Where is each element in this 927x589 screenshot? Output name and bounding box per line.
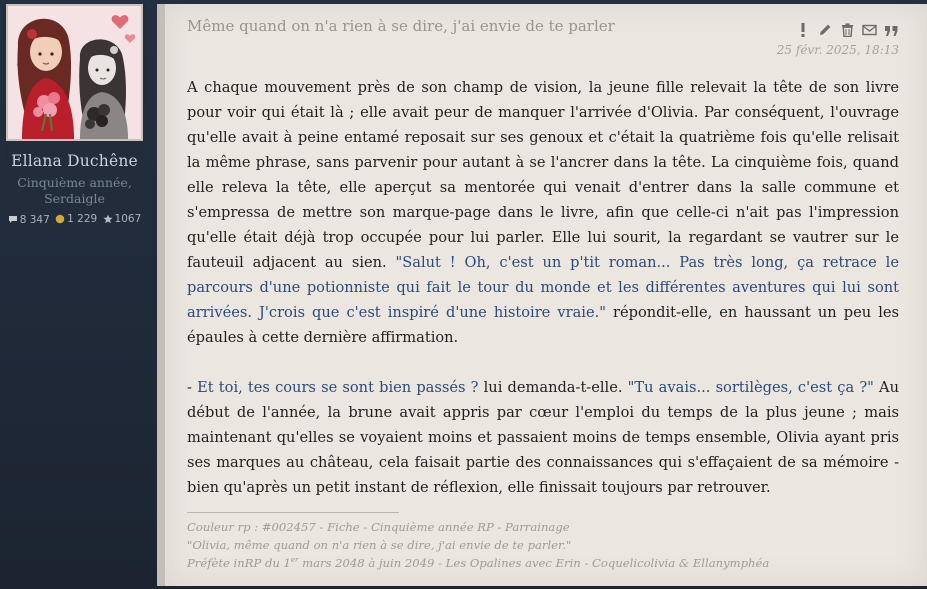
message-count (8, 214, 50, 226)
delete-icon[interactable] (839, 22, 855, 38)
coin-count-value: 1 229 (67, 213, 98, 225)
narration-text: répondit-elle, en haussant un peu les épaules à cette dernière affirmation. (187, 304, 899, 346)
message-count-value: 8 347 (19, 213, 50, 226)
post-actions (795, 22, 899, 38)
user-stats (3, 213, 146, 227)
signature-line-links[interactable]: Couleur rp : #002457 - Fiche - Cinquième année RP - Parrainage (187, 520, 570, 534)
post-paragraph (187, 375, 899, 500)
star-count-value: 1067 (114, 213, 142, 225)
coin-icon (55, 214, 65, 224)
dialogue-dash: - (187, 379, 198, 396)
post-title[interactable]: Même quand on n'a rien à se dire, j'ai envie de te parler (187, 17, 615, 35)
signature (187, 518, 907, 572)
avatar-illustration (8, 6, 141, 139)
message-icon (8, 215, 18, 224)
post-content (187, 75, 899, 500)
user-rank (3, 175, 146, 207)
edit-icon[interactable] (817, 22, 833, 38)
narration-text: A chaque mouvement près de son champ de vision, la jeune fille relevait la tête de son livre pour voir qui était là ; elle avait peur de manquer l'arrivée d'Olivia. Par conséquent, l'ouvrage qu'elle avait à peine entamé reposait sur ses genoux et c'était la quatrième fois qu'elle relisait la même phrase, sans parvenir pour autant à se l'ancrer dans la tête. La cinquième fois, quand elle releva la tête, elle aperçut sa mentorée qui venait d'entrer dans la salle commune et s'empressa de mettre son marque-page dans le livre, afin que celle-ci n'ait pas l'impression qu'elle était déjà trop occupée pour lui parler. Elle lui sourit, la regardant se vautrer sur le fauteuil adjacent au sien. (187, 79, 899, 271)
signature-line-roles (187, 554, 907, 572)
report-icon[interactable] (795, 22, 811, 38)
star-count (103, 213, 142, 225)
avatar[interactable] (6, 4, 143, 141)
post-date: 25 févr. 2025, 18:13 (776, 43, 899, 57)
post-paragraph (187, 75, 899, 350)
quote-icon[interactable] (883, 22, 899, 38)
signature-role-text-end: mars 2048 à juin 2049 - Les Opalines avec Erin - Coquelicolivia & Ellanymphéa (298, 556, 770, 570)
dialogue-text: "Salut ! Oh, c'est un p'tit roman... Pas très long, ça retrace le parcours d'une potionniste qui fait le tour du monde et les différentes aventures qui lui sont arrivées. J'crois que c'est inspiré d'une histoire vraie." (187, 254, 899, 321)
narration-text: Au début de l'année, la brune avait appris par cœur l'emploi du temps de la plus jeune ; mais maintenant qu'elles se voyaient moins et passaient moins de temps ensemble, Olivia ayant pris ses marques au château, cela faisait partie des connaissances qui s'effaçaient de sa mémoire - bien qu'après un petit instant de réflexion, elle finissait toujours par retrouver. (187, 379, 899, 496)
username[interactable]: Ellana Duchêne (11, 152, 138, 170)
user-profile-panel (3, 4, 146, 233)
signature-quote: "Olivia, même quand on n'a rien à se dire, j'ai envie de te parler." (187, 538, 572, 552)
coin-count (55, 213, 97, 225)
signature-divider (187, 512, 399, 513)
dialogue-text: "Tu avais... sortilèges, c'est ça ?" (627, 379, 874, 396)
signature-role-text: Préfète inRP du 1 (187, 556, 291, 570)
star-icon (103, 214, 113, 224)
rank-house: Serdaigle (44, 191, 105, 206)
signature-superscript: er (290, 556, 299, 565)
mail-icon[interactable] (861, 22, 877, 38)
rank-year: Cinquième année, (17, 175, 132, 190)
narration-text: lui demanda-t-elle. (478, 379, 628, 396)
forum-post (157, 4, 927, 586)
dialogue-text: Et toi, tes cours se sont bien passés ? (197, 379, 479, 396)
